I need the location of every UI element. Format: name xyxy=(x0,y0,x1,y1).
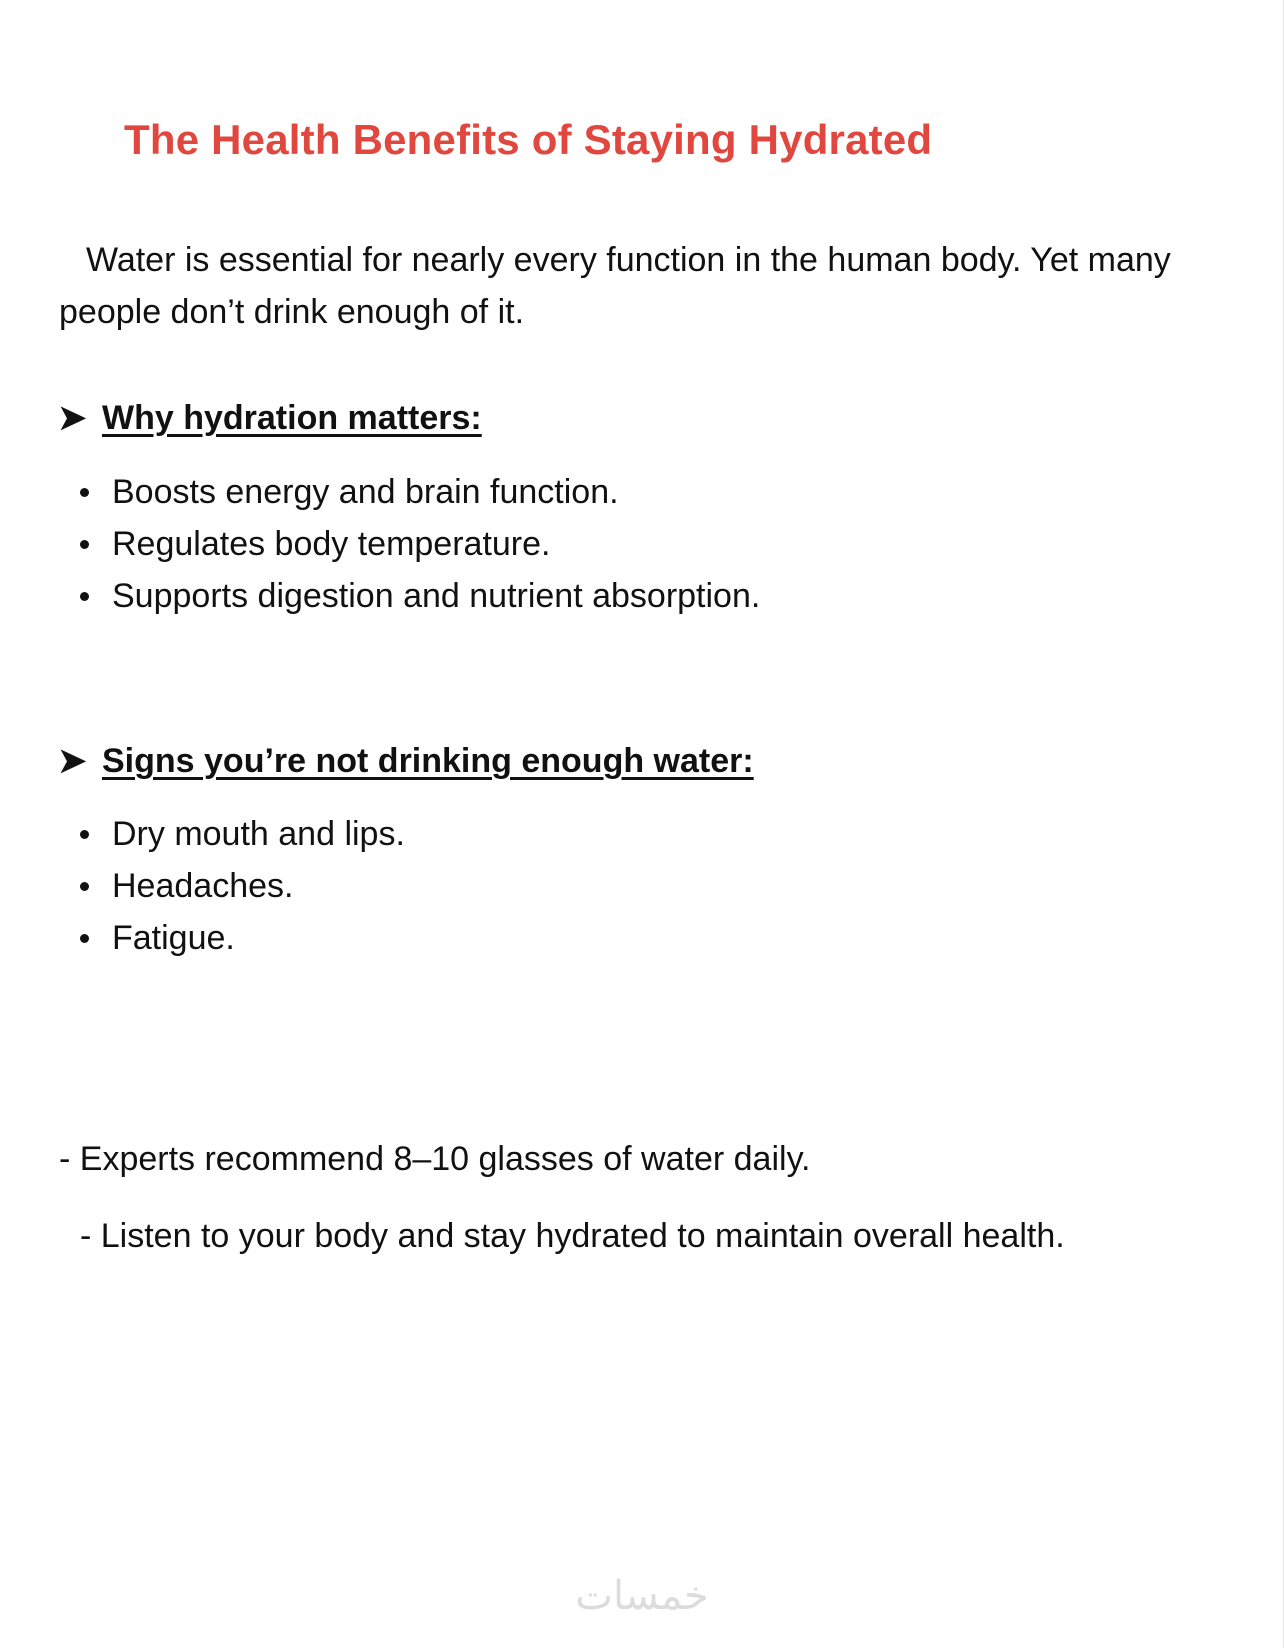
list-item xyxy=(0,912,405,964)
bullet-dot-icon xyxy=(80,540,89,549)
section-heading-why-hydration xyxy=(58,396,482,440)
list-item xyxy=(0,466,760,518)
bullet-dot-icon xyxy=(80,592,89,601)
list-item-text: Supports digestion and nutrient absorption. xyxy=(112,577,761,615)
signs-list xyxy=(0,808,405,964)
arrow-bullet-icon: ➤ xyxy=(58,399,87,437)
list-item xyxy=(0,570,760,622)
note-recommendation: - Experts recommend 8–10 glasses of water daily. xyxy=(59,1140,811,1178)
list-item-text: Boosts energy and brain function. xyxy=(112,473,619,511)
list-item-text: Fatigue. xyxy=(112,919,235,957)
intro-paragraph: Water is essential for nearly every function in the human body. Yet many people don’t drink enough of it. xyxy=(59,241,1171,331)
bullet-dot-icon xyxy=(80,488,89,497)
section-heading-label: Why hydration matters: xyxy=(102,399,482,437)
bullet-dot-icon xyxy=(80,934,89,943)
list-item-text: Regulates body temperature. xyxy=(112,525,551,563)
arrow-bullet-icon: ➤ xyxy=(58,742,87,780)
bullet-dot-icon xyxy=(80,882,89,891)
section-heading-signs xyxy=(58,739,754,783)
khamsat-watermark-logo: خمسات xyxy=(575,1573,709,1619)
list-item xyxy=(0,860,405,912)
list-item xyxy=(0,808,405,860)
list-item-text: Dry mouth and lips. xyxy=(112,815,405,853)
bullet-dot-icon xyxy=(80,830,89,839)
section-heading-label: Signs you’re not drinking enough water: xyxy=(102,742,754,780)
note-listen-to-body: - Listen to your body and stay hydrated to maintain overall health. xyxy=(80,1217,1065,1255)
document-title: The Health Benefits of Staying Hydrated xyxy=(124,116,933,163)
list-item-text: Headaches. xyxy=(112,867,294,905)
list-item xyxy=(0,518,760,570)
why-hydration-list xyxy=(0,466,760,622)
